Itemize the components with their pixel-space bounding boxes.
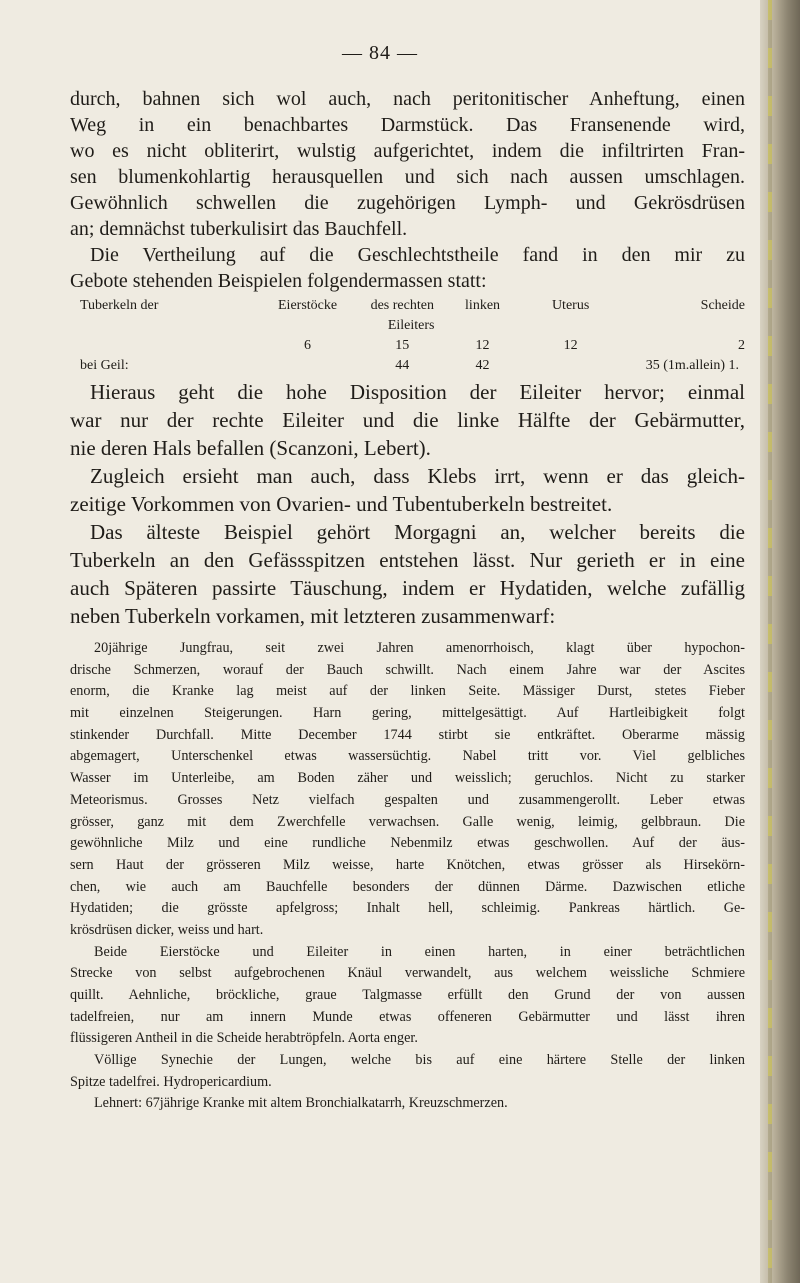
main-text [70, 86, 745, 294]
text-line: Tuberkeln an den Gefässspitzen entstehen lässt. Nur gerieth er in eine [70, 548, 745, 572]
case-report-text [70, 638, 745, 1115]
book-binding-edge [760, 0, 800, 1283]
table-header-row-2 [70, 316, 745, 336]
small-text-line: Hydatiden; die grösste apfelgross; Inhalt hell, schleimig. Pankreas härtlich. Ge- [70, 900, 745, 917]
text-line: war nur der rechte Eileiter und die linke Hälfte der Gebärmutter, [70, 408, 745, 432]
text-line: Zugleich ersieht man auch, dass Klebs irrt, wenn er das gleich- [90, 464, 745, 488]
small-text-line: 20jährige Jungfrau, seit zwei Jahren amenorrhoisch, klagt über hypochon- [94, 640, 745, 656]
table-header-cell: Uterus [551, 298, 590, 313]
text-line: wo es nicht obliterirt, wulstig aufgerichtet, indem die infiltrirten Fran- [70, 140, 745, 162]
table-row [70, 356, 745, 376]
small-text-line: mit einzelnen Steigerungen. Harn gering, mittelgesättigt. Auf Hartleibigkeit folgt [70, 705, 745, 722]
small-text-line: Beide Eierstöcke und Eileiter in einen harten, in einer beträchtlichen [94, 943, 745, 960]
small-text-line: chen, wie auch am Bauchfelle besonders der dünnen Därme. Dazwischen etliche [70, 878, 745, 895]
small-text-line: krösdrüsen dicker, weiss und hart. [70, 921, 264, 938]
text-line: durch, bahnen sich wol auch, nach peritonitischer Anheftung, einen [70, 88, 745, 110]
table-cell: 12 [563, 338, 578, 353]
table-cell: 12 [475, 338, 490, 353]
table-header-cell: linken [465, 298, 501, 313]
text-line: sen blumenkohlartig herausquellen und sich nach aussen umschlagen. [70, 166, 745, 188]
table-header-cell: Eileiters [387, 318, 435, 333]
small-text-line: Wasser im Unterleibe, am Boden zäher und weisslich; geruchlos. Nicht zu starker [70, 770, 745, 787]
text-line: nie deren Hals befallen (Scanzoni, Lebert). [70, 436, 431, 460]
table-cell [253, 356, 362, 376]
main-text-2 [70, 378, 745, 630]
tuberculosis-distribution-table [70, 296, 745, 376]
small-text-line: quillt. Aehnliche, bröckliche, graue Talgmasse erfüllt den Grund der von aussen [70, 987, 745, 1003]
text-line: neben Tuberkeln vorkamen, mit letzteren zusammenwarf: [70, 604, 556, 628]
table-header-cell: Tuberkeln der [80, 298, 159, 313]
table-cell [70, 336, 253, 356]
text-line: Gewöhnlich schwellen die zugehörigen Lymph- und Gekrösdrüsen [70, 192, 745, 214]
table-header-cell: Eierstöcke [278, 298, 338, 313]
table-cell: 42 [475, 358, 490, 373]
small-text-line: stinkender Durchfall. Mitte December 1744 stirbt sie entkräftet. Oberarme mässig [70, 726, 745, 743]
small-text-line: grösser, ganz mit dem Zwerchfelle verwachsen. Galle wenig, leimig, gelbbraun. Die [70, 813, 745, 830]
text-line: Hieraus geht die hohe Disposition der Eileiter hervor; einmal [90, 380, 745, 404]
text-line: Gebote stehenden Beispielen folgendermassen statt: [70, 270, 487, 292]
table-cell: 2 [738, 338, 745, 353]
table-cell: bei Geil: [80, 358, 129, 373]
small-text-line: Völlige Synechie der Lungen, welche bis auf eine härtere Stelle der linken [94, 1052, 745, 1069]
table-header-cell: des rechten [370, 298, 434, 313]
paragraph-3 [70, 378, 745, 630]
small-text-line: drische Schmerzen, worauf der Bauch schwillt. Nach einem Jahre war der Ascites [70, 661, 745, 678]
page-number: — 84 — [342, 42, 418, 64]
table-row [70, 336, 745, 356]
small-text-line: Strecke von selbst aufgebrochenen Knäul verwandelt, aus welchem weissliche Schmiere [70, 965, 745, 982]
small-text-line: abgemagert, Unterschenkel etwas wassersüchtig. Nabel tritt vor. Viel gelbliches [70, 748, 745, 765]
table-cell: 6 [304, 338, 312, 353]
table-header-row [70, 296, 745, 316]
paragraph-2 [70, 242, 745, 294]
text-line: auch Späteren passirte Täuschung, indem er Hydatiden, welche zufällig [70, 576, 745, 600]
table-cell: 35 (1m.allein) 1. [645, 358, 739, 373]
paragraph-1 [70, 86, 745, 242]
text-line: zeitige Vorkommen von Ovarien- und Tubentuberkeln bestreitet. [70, 492, 613, 516]
small-text-line: tadelfreien, nur am innern Munde etwas offeneren Gebärmutter und lässt ihren [70, 1008, 745, 1025]
small-text-line: gewöhnliche Milz und eine rundliche Nebenmilz etwas geschwollen. Auf der äus- [70, 835, 745, 852]
small-text-line: flüssigeren Antheil in die Scheide herabtröpfeln. Aorta enger. [70, 1030, 418, 1047]
text-line: Weg in ein benachbartes Darmstück. Das Fransenende wird, [70, 114, 745, 136]
text-line: Die Vertheilung auf die Geschlechtstheile fand in den mir zu [90, 244, 745, 266]
page-body [70, 86, 745, 1115]
small-text-line: Meteorismus. Grosses Netz vielfach gespalten und zusammengerollt. Leber etwas [70, 791, 745, 808]
table-cell: 15 [395, 338, 410, 353]
text-line: Das älteste Beispiel gehört Morgagni an, welcher bereits die [90, 520, 745, 544]
table-header-cell: Scheide [700, 298, 745, 313]
small-text-line: enorm, die Kranke lag meist auf der linken Seite. Mässiger Durst, stetes Fieber [70, 683, 745, 700]
text-line: an; demnächst tuberkulisirt das Bauchfell. [70, 218, 408, 240]
small-text-line: Lehnert: 67jährige Kranke mit altem Bronchialkatarrh, Kreuzschmerzen. [94, 1095, 508, 1112]
table-cell: 44 [395, 358, 410, 373]
small-text-line: Spitze tadelfrei. Hydropericardium. [70, 1073, 272, 1090]
small-text-line: sern Haut der grösseren Milz weisse, harte Knötchen, etwas grösser als Hirsekörn- [70, 856, 745, 873]
